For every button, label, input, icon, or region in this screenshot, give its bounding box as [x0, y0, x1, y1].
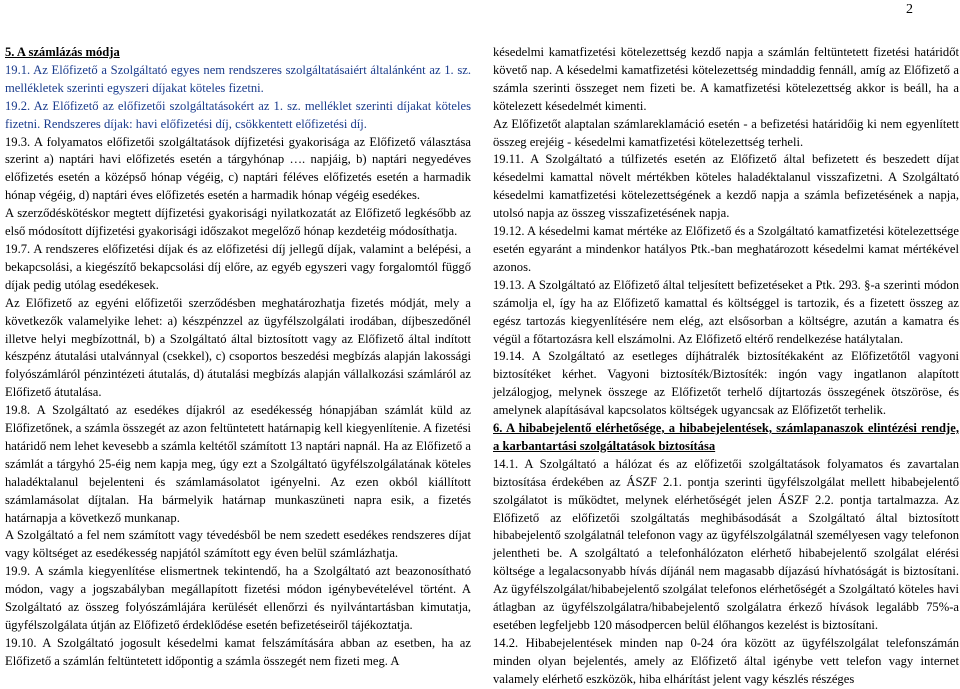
section-heading-fault-reporting: 6. A hibabejelentő elérhetősége, a hibabejelentések, számlapanaszok elintézési rendje, a karbantartási szolgáltatások biztosítása [493, 421, 959, 453]
paragraph-19-11: 19.11. A Szolgáltató a túlfizetés esetén az Előfizető által befizetett és beszedett díjat késedelmi kamattal növelt mértékben köteles haladéktalanul visszafizetni. A Szolgáltató késedelmi kamatfizetési kötelezettségének a kezdő napja a számla befizetésének a napja, utolsó napja az összeg visszafizetésének napja. [493, 152, 959, 221]
paragraph-19-2: 19.2. Az Előfizető az előfizetői szolgáltatásokért az 1. sz. melléklet szerinti díjakat köteles fizetni. Rendszeres díjak: havi előfizetési díj, csökkentett előfizetési díj. [5, 98, 471, 131]
paragraph-14-2: 14.2. Hibabejelentések minden nap 0-24 óra között az ügyfélszolgálat telefonszámán minden olyan bejelentés, amely az Előfizető által igénybe vett telefon vagy internet valamely elérhető eszközök, hiba elhárítást jelent vagy készlés részéges [493, 635, 959, 686]
paragraph-unbilled-fees: A Szolgáltató a fel nem számított vagy tévedésből be nem szedett esedékes rendszeres díjat vagy költséget az esedékesség napjától számított egy éven belül számlázhatja. [5, 528, 471, 561]
right-column [493, 44, 959, 689]
paragraph-contract-frequency: A szerződéskötéskor megtett díjfizetési gyakorisági nyilatkozatát az Előfizető legkésőbb az első módosított díjfizetési gyakorisági időszakot megelőző hónap kezdetéig módosíthatja. [5, 206, 471, 239]
left-column [5, 44, 471, 671]
paragraph-19-8: 19.8. A Szolgáltató az esedékes díjakról az esedékesség hónapjában számlát küld az Előfizetőnek, a számla összegét az azon feltüntetett határnapig kell kiegyenlítenie. A fizetési határidő nem lehet kevesebb a számla keltétől számított 13 naptári napnál. Ha az Előfizető a számlát a tárgyhó 25-éig nem kapja meg, úgy ezt a Szolgáltató ügyfélszolgálatának köteles haladéktalanul bejelenteni és számlamásolatot igényelni. Az ezen okból kiállított számlamásolat díjtalan. Ha bármelyik határnap munkaszüneti napra esik, a fizetés határnapja a következő munkanap. [5, 403, 471, 525]
paragraph-14-1: 14.1. A Szolgáltató a hálózat és az előfizetői szolgáltatások folyamatos és zavartalan biztosítása érdekében az ÁSZF 2.1. pontja szerinti ügyfélszolgálat mellett hibabejelentő szolgálatot is működtet, melynek elérhetőségét jelen ÁSZF 2.2. pontja tartalmazza. Az Előfizető az előfizetői szolgáltatás meghibásodását a Szolgáltató által biztosított hibabejelentő szolgálatnál telefonon vagy az ügyfélszolgálatnál személyesen vagy telefonon jelentheti be. A szolgáltató a telefonhálózaton elérhető hibabejelentő szolgálat elérési költsége a legalacsonyabb hívás díjánál nem magasabb díjazású hívhatóságát is biztosítani. Az ügyfélszolgálat/hibabejelentő szolgálat telefonos elérhetőségét a Szolgáltató köteles havi átlagban az ügyfélszolgálatra/hibabejelentő szolgálatra érkező hívások legalább 75%-a esetében legfeljebb 120 másodpercen belül élőhangos kezelést is biztosítani. [493, 456, 959, 632]
section-heading-billing: 5. A számlázás módja [5, 45, 120, 59]
paragraph-19-7: 19.7. A rendszeres előfizetési díjak és az előfizetési díj jellegű díjak, valamint a belépési, a bekapcsolási, a kiegészítő bekapcsolási díj előre, az egyéb egyszeri vagy forgalomtól függő díjak pedig utólag esedékesek. [5, 241, 471, 292]
paragraph-unfounded-complaint: Az Előfizetőt alaptalan számlareklamáció esetén - a befizetési határidőig ki nem egyenlített összeg erejéig - késedelmi kamatfizetési kötelezettség terheli. [493, 116, 959, 149]
paragraph-19-1: 19.1. Az Előfizető a Szolgáltató egyes nem rendszeres szolgáltatásaiért általánként az 1. sz. mellékletek szerinti egyszeri díjakat köteles fizetni. [5, 62, 471, 95]
paragraph-payment-methods: Az Előfizető az egyéni előfizetői szerződésben meghatározhatja fizetés módját, mely a következők valamelyike lehet: a) készpénzzel az ügyfélszolgálati irodában, díjbeszedőnél illetve helyi megbízottnál, b) a Szolgáltató által biztosított vagy az Előfizető által indított készpénz átutalási utalvánnyal (csekkel), c) csoportos beszedési megbízás alapján lakossági folyószámláról pénzintézeti átutalás, d) átutalási megbízás alapján vállalkozási számláról az Előfizető átutalása. [5, 295, 471, 400]
paragraph-19-3: 19.3. A folyamatos előfizetői szolgáltatások díjfizetési gyakorisága az Előfizető választása szerint a) naptári havi előfizetés esetén a tárgyhónap …. napjáig, b) naptári negyedéves előfizetés esetén a középső hónap végéig, c) naptári féléves előfizetés esetén a harmadik hónap végéig, d) naptári éves előfizetés esetén a harmadik hónap végéig esedékes. [5, 134, 471, 203]
paragraph-19-9: 19.9. A számla kiegyenlítése elismertnek tekintendő, ha a Szolgáltató azt beazonosítható módon, vagy a jogszabályban megállapított fizetési módon igénybevételével történt. A Szolgáltató az összeg folyószámlájára kerülését ellenőrzi és nyilvántartásban kimutatja, ügyfélszolgálata útján az Előfizető érdeklődése esetén befizetéseiről tájékoztatja. [5, 564, 471, 632]
paragraph-19-10: 19.10. A Szolgáltató jogosult késedelmi kamat felszámítására abban az esetben, ha az Előfizető a számlán feltüntetett időpontig a számla összegét nem fizeti meg. A [5, 635, 471, 668]
paragraph-19-14: 19.14. A Szolgáltató az esetleges díjhátralék biztosítékaként az Előfizetőtől vagyoni biztosítéket kérhet. Vagyoni biztosíték/Biztosíték: ingón vagy ingatlanon alapított jelzálogjog, melynek összege az Előfizetőt terhelő díjtartozás összegének ötszöröse, és amelynek alapításával kapcsolatos költségek ugyancsak az Előfizetőt terhelik. [493, 349, 959, 418]
paragraph-late-interest-start: késedelmi kamatfizetési kötelezettség kezdő napja a számlán feltüntetett fizetési határidőt követő nap. A késedelmi kamatfizetési kötelezettség mindaddig fennáll, amíg az Előfizető a számla szerinti összeget nem fizeti be. A kamatfizetési kötelezettség akkor is beáll, ha a kötelezett késedelmét kimenti. [493, 45, 959, 113]
page-number: 2 [906, 2, 913, 17]
paragraph-19-13: 19.13. A Szolgáltató az Előfizető által teljesített befizetéseket a Ptk. 293. §-a szerinti módon számolja el, így ha az Előfizető kamattal és költséggel is tartozik, és a fizetett összeg az egész tartozás kiegyenlítésére nem elég, azt elsősorban a költségre, azután a kamatra és végül a főtartozásra kell elszámolni. Az Előfizető eltérő rendelkezése hatálytalan. [493, 277, 959, 346]
paragraph-19-12: 19.12. A késedelmi kamat mértéke az Előfizető és a Szolgáltató kamatfizetési kötelezettsége esetén egyaránt a mindenkor hatályos Ptk.-ban meghatározott késedelmi kamat mértékével azonos. [493, 224, 959, 274]
